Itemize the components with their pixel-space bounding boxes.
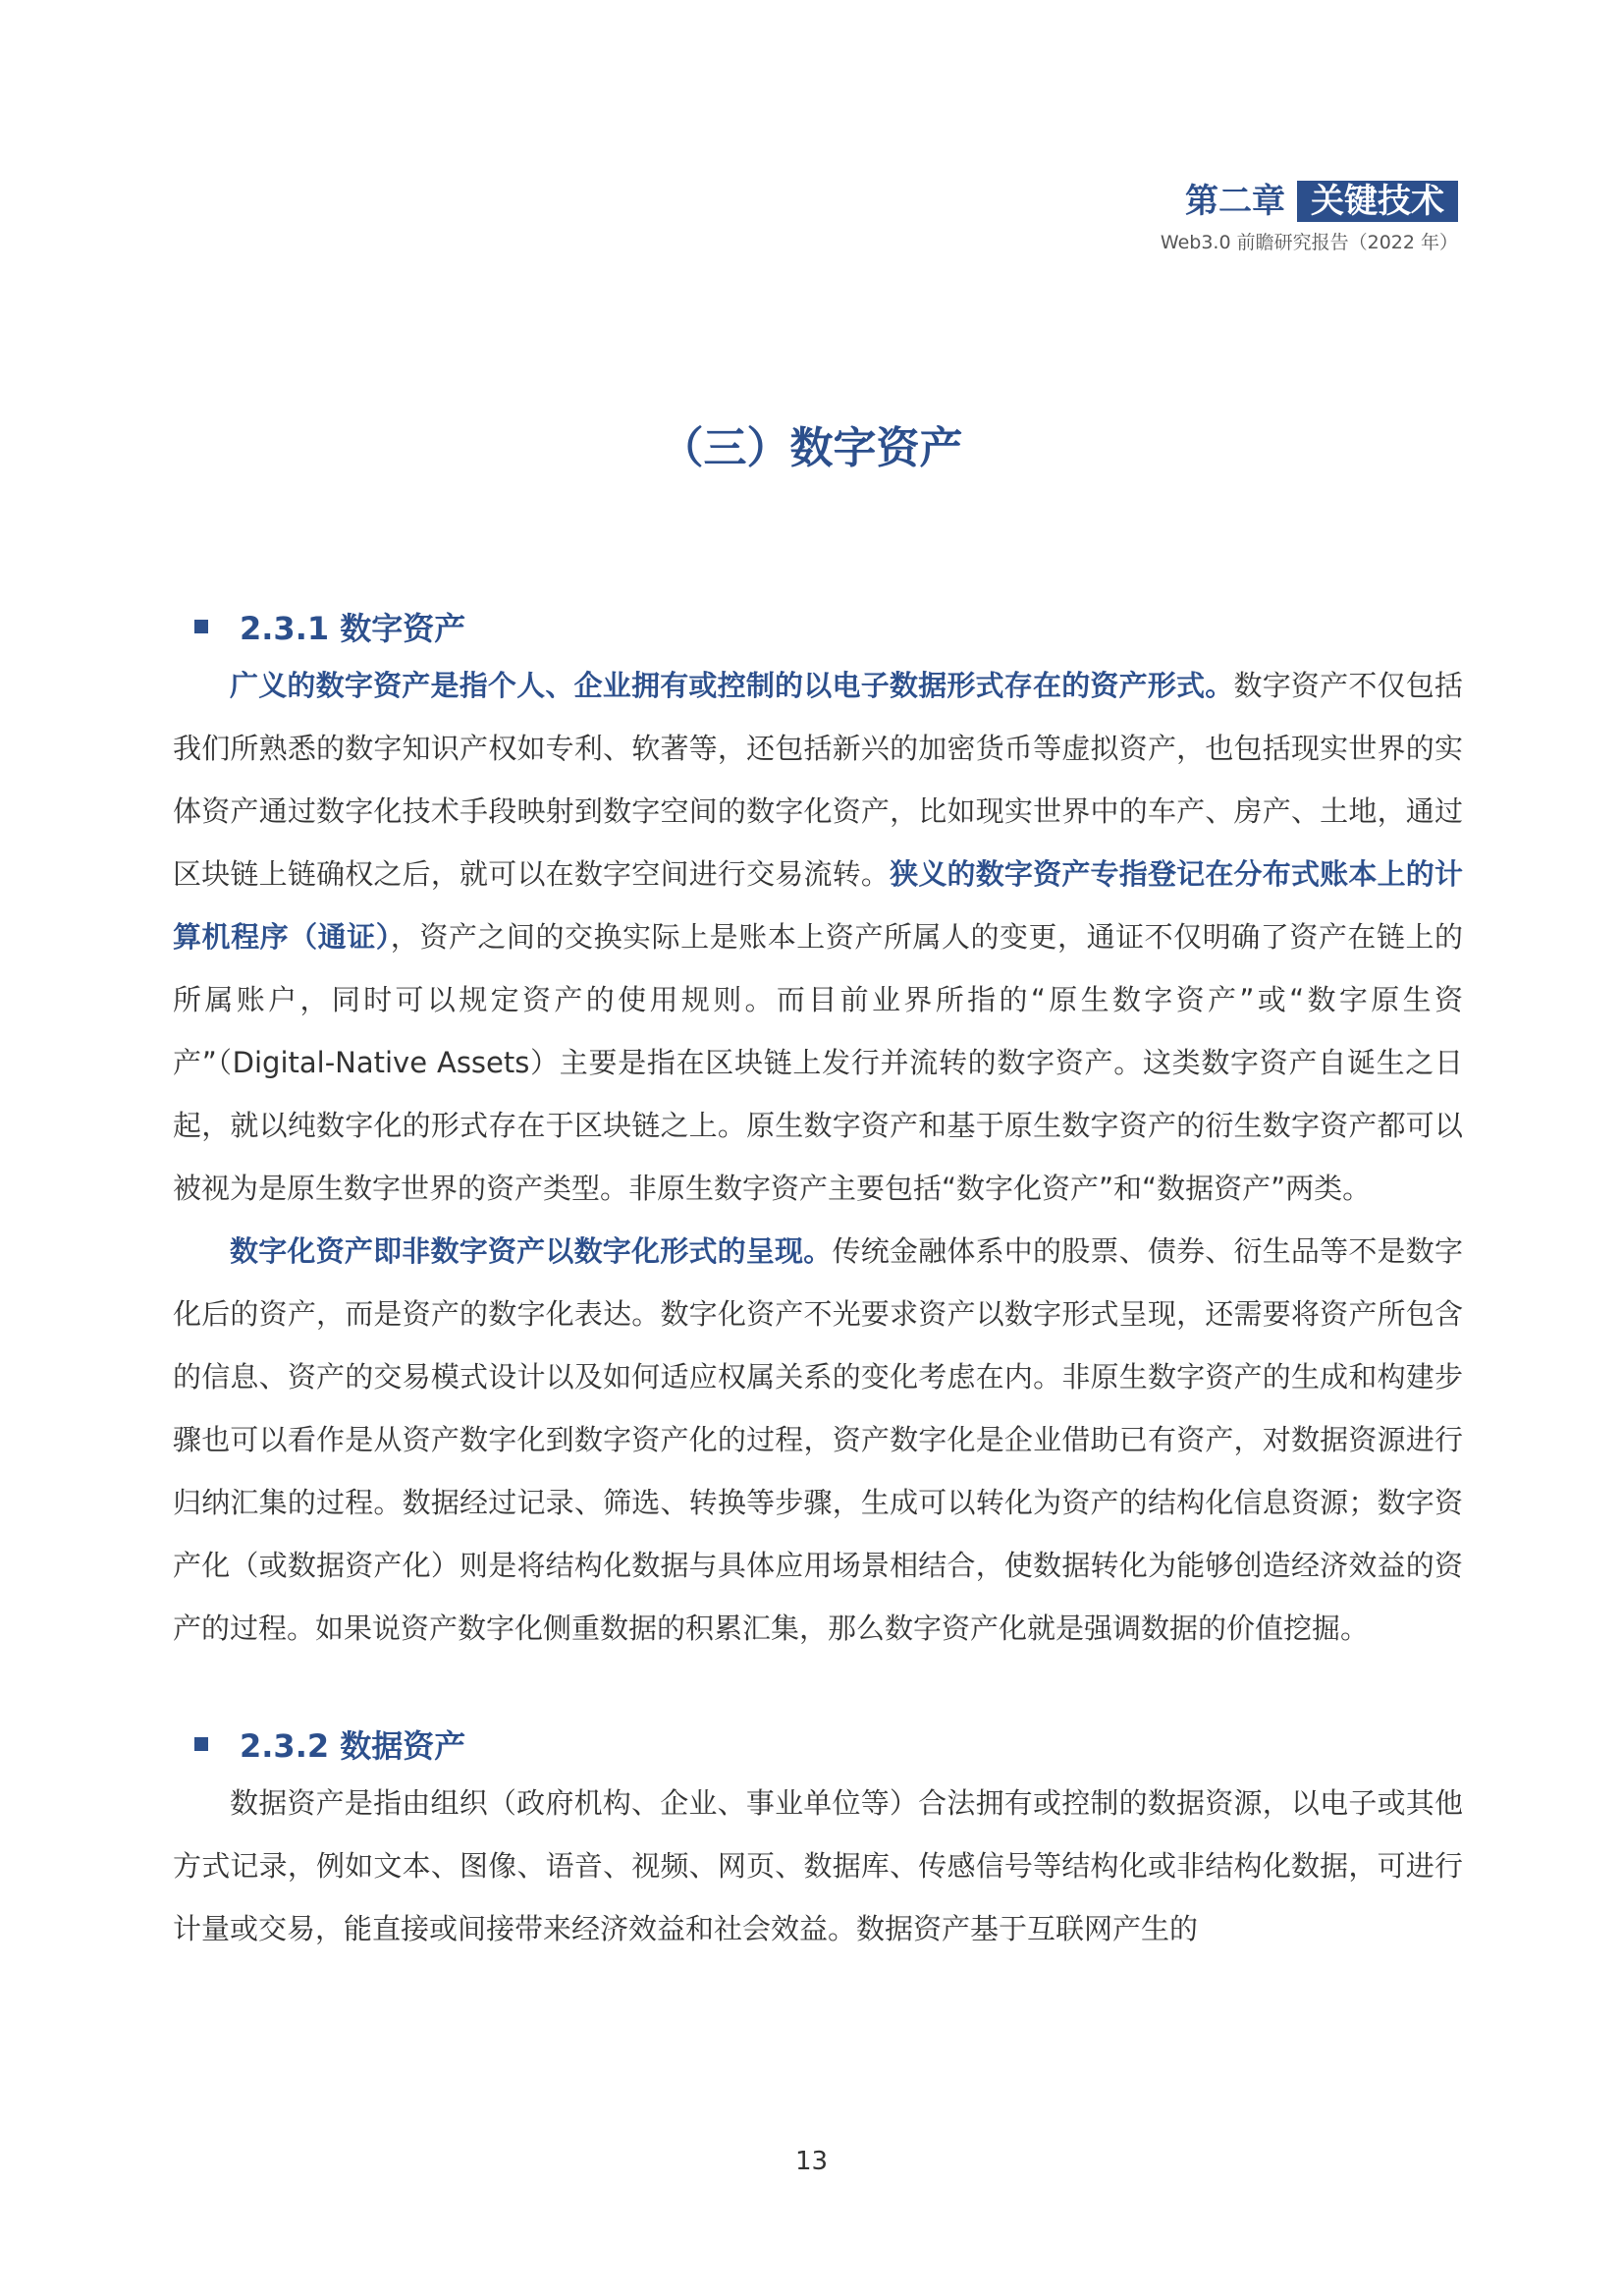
body-text: ，资产之间的交换实际上是账本上资产所属人的变更，通证不仅明确了资产在链上的所属账户，同时可以规定资产的使用规则。而目前业界所指的“原生数字资产”或“数字原生资产”（Digital-Native Assets）主要是指在区块链上发行并流转的数字资产。这类数字资产自诞生之日起，就以纯数字化的形式存在于区块链之上。原生数字资产和基于原生数字资产的衍生数字资产都可以被视为是原生数字世界的资产类型。非原生数字资产主要包括“数字化资产”和“数据资产”两类。 — [173, 920, 1463, 1205]
section-title: （三）数字资产 — [660, 423, 963, 473]
page-number: 13 — [794, 2147, 829, 2176]
chapter-title: 关键技术 — [1297, 181, 1458, 222]
square-bullet-icon — [194, 1737, 208, 1751]
chapter-line — [1161, 181, 1458, 222]
body-text: 数字资产不仅包括我们所熟悉的数字知识产权如专利、软著等，还包括新兴的加密货币等虚拟资产，也包括现实世界的实体资产通过数字化技术手段映射到数字空间的数字化资产，比如现实世界中的车产、房产、土地，通过区块链上链确权之后，就可以在数字空间进行交易流转。 — [173, 669, 1463, 891]
section-2-3-1 — [173, 599, 1463, 1660]
running-header — [1161, 181, 1458, 254]
emphasis-text: 广义的数字资产是指个人、企业拥有或控制的以电子数据形式存在的资产形式。 — [230, 669, 1234, 702]
subsection-heading-text: 2.3.1 数字资产 — [240, 610, 466, 647]
square-bullet-icon — [194, 620, 208, 633]
main-content — [173, 599, 1463, 1960]
chapter-label: 第二章 — [1185, 182, 1285, 221]
subsection-heading — [173, 599, 1463, 654]
report-name: Web3.0 前瞻研究报告（2022 年） — [1160, 232, 1458, 253]
subsection-heading — [173, 1717, 1463, 1772]
paragraph — [173, 654, 1463, 1220]
paragraph — [173, 1772, 1463, 1960]
section-spacer — [173, 1660, 1463, 1717]
body-text: 数据资产是指由组织（政府机构、企业、事业单位等）合法拥有或控制的数据资源，以电子或其他方式记录，例如文本、图像、语音、视频、网页、数据库、传感信号等结构化或非结构化数据，可进行计量或交易，能直接或间接带来经济效益和社会效益。数据资产基于互联网产生的 — [173, 1786, 1463, 1945]
emphasis-text: 数字化资产即非数字资产以数字化形式的呈现。 — [230, 1234, 833, 1268]
paragraph — [173, 1220, 1463, 1660]
body-text: 传统金融体系中的股票、债券、衍生品等不是数字化后的资产，而是资产的数字化表达。数字化资产不光要求资产以数字形式呈现，还需要将资产所包含的信息、资产的交易模式设计以及如何适应权属关系的变化考虑在内。非原生数字资产的生成和构建步骤也可以看作是从资产数字化到数字资产化的过程，资产数字化是企业借助已有资产，对数据资源进行归纳汇集的过程。数据经过记录、筛选、转换等步骤，生成可以转化为资产的结构化信息资源；数字资产化（或数据资产化）则是将结构化数据与具体应用场景相结合，使数据转化为能够创造经济效益的资产的过程。如果说资产数字化侧重数据的积累汇集，那么数字资产化就是强调数据的价值挖掘。 — [173, 1234, 1463, 1645]
emphasis-text: 狭义的数字资产专指登记在分布式账本上的计算机程序（通证） — [173, 857, 1463, 954]
subsection-heading-text: 2.3.2 数据资产 — [240, 1727, 466, 1765]
section-2-3-2 — [173, 1717, 1463, 1960]
